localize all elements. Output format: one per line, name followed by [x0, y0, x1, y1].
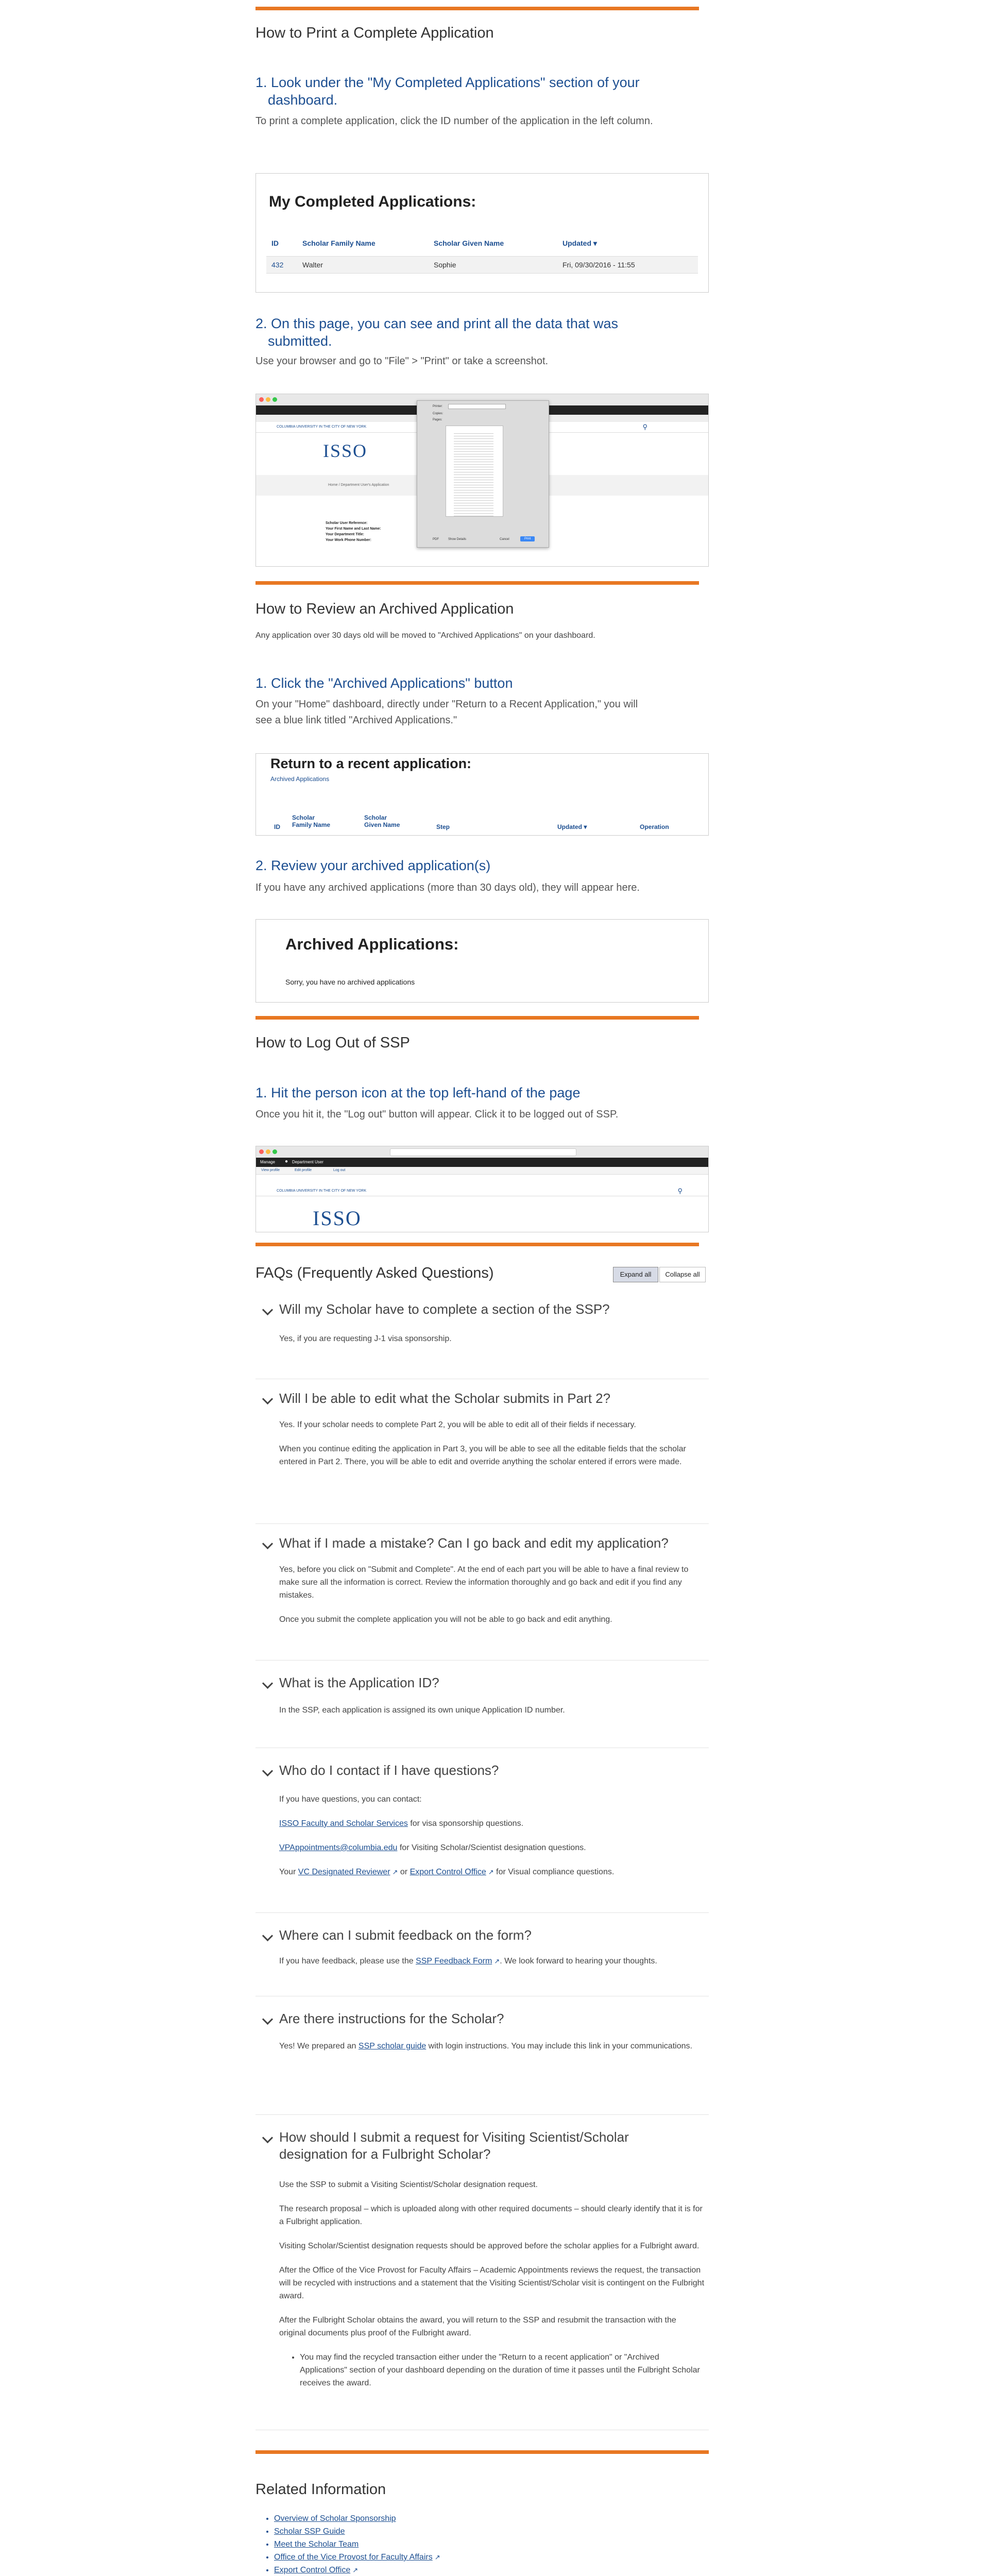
external-link-icon: ↗ — [488, 1868, 494, 1876]
isso-contact — [279, 1817, 704, 1830]
answer-paragraph: After the Fulbright Scholar obtains the award, you will return to the SSP and resubmit the transaction with the original documents plus proof of the Fulbright award. — [279, 2316, 676, 2337]
answer-paragraph: In the SSP, each application is assigned its own unique Application ID number. — [279, 1706, 565, 1715]
archived-step1-title — [255, 674, 513, 692]
isso-logo: ISSO — [323, 440, 368, 461]
collapse-all-button[interactable]: Collapse all — [659, 1267, 706, 1282]
section-divider — [255, 1016, 699, 1020]
faq-item — [255, 1379, 709, 1524]
archived-section-title: How to Review an Archived Application — [255, 601, 514, 617]
contact-text: for Visiting Scholar/Scientist designation questions. — [397, 1843, 586, 1852]
external-link-icon: ↗ — [392, 1868, 398, 1876]
printer-label: Printer: — [433, 405, 443, 408]
faq-title: FAQs (Frequently Asked Questions) — [255, 1265, 494, 1281]
step-number: 1. — [255, 75, 267, 90]
step-number: 2. — [255, 316, 267, 331]
step-number: 2. — [255, 858, 267, 873]
isso-link[interactable]: ISSO Faculty and Scholar Services — [279, 1819, 408, 1828]
export-control-link[interactable]: Export Control Office — [410, 1868, 486, 1876]
question-line: designation for a Fulbright Scholar? — [279, 2146, 491, 2162]
col-header-operation: Operation — [640, 823, 669, 831]
log-out-link[interactable]: Log out — [333, 1168, 346, 1172]
list-item — [274, 2564, 440, 2576]
step-title-line: Look under the "My Completed Applications" section of your — [271, 75, 640, 90]
user-submenu — [256, 1167, 708, 1175]
admin-bar — [256, 1158, 708, 1167]
updated-date: Fri, 09/30/2016 - 11:55 — [562, 261, 635, 269]
answer-paragraph: If you have questions, you can contact: — [279, 1795, 422, 1804]
step-title-line: Click the "Archived Applications" button — [271, 675, 513, 691]
answer-paragraph — [279, 1955, 704, 1968]
feedback-form-link[interactable]: SSP Feedback Form — [416, 1957, 492, 1965]
answer-text: If you have feedback, please use the — [279, 1957, 416, 1965]
logout-step1-title — [255, 1084, 580, 1101]
section-divider — [255, 1243, 699, 1246]
answer-paragraph — [279, 2040, 704, 2053]
contact-text: Your — [279, 1868, 298, 1876]
col-header-family: Scholar Family Name — [292, 814, 331, 828]
logout-screenshot — [255, 1146, 709, 1232]
completed-apps-heading: My Completed Applications: — [269, 193, 476, 210]
list-item — [274, 2538, 440, 2551]
archived-apps-heading: Archived Applications: — [285, 935, 459, 953]
field-label: Scholar User Reference: — [326, 521, 368, 525]
chevron-down-icon[interactable] — [262, 1930, 273, 1941]
app-id-link[interactable]: 432 — [271, 261, 284, 269]
faq-question[interactable] — [279, 2129, 629, 2163]
col-header-step: Step — [436, 823, 450, 831]
edit-profile-link[interactable]: Edit profile — [295, 1168, 312, 1172]
contact-text: or — [398, 1868, 410, 1876]
faq-item — [255, 1996, 709, 2115]
print-step2-body: Use your browser and go to "File" > "Print" or take a screenshot. — [255, 355, 549, 367]
faq-question[interactable]: Where can I submit feedback on the form? — [279, 1927, 532, 1943]
section-divider — [255, 581, 699, 585]
department-user-menu[interactable]: Department User — [292, 1160, 323, 1164]
faq-item — [255, 1660, 709, 1748]
faq-question[interactable]: Who do I contact if I have questions? — [279, 1762, 499, 1778]
archived-applications-link[interactable]: Archived Applications — [270, 775, 330, 783]
faq-item — [255, 1748, 709, 1913]
completed-applications-screenshot — [255, 173, 709, 293]
faq-answer — [279, 1563, 704, 1637]
printer-select[interactable] — [448, 404, 506, 409]
faq-answer — [279, 2178, 704, 2389]
faq-question[interactable]: Will I be able to edit what the Scholar submits in Part 2? — [279, 1391, 611, 1406]
faq-item — [255, 1912, 709, 1996]
scholar-guide-link[interactable]: SSP scholar guide — [358, 2042, 427, 2050]
archived-step1-body — [255, 697, 638, 728]
related-title: Related Information — [255, 2481, 386, 2498]
contact-text: for visa sponsorship questions. — [407, 1819, 524, 1828]
given-name: Sophie — [434, 261, 456, 269]
faq-item — [255, 1291, 709, 1379]
col-header-updated[interactable]: Updated ▾ — [562, 239, 597, 247]
family-name: Walter — [302, 261, 323, 269]
print-button[interactable]: Print — [520, 536, 535, 541]
faq-question[interactable]: Are there instructions for the Scholar? — [279, 2011, 504, 2026]
section-divider — [255, 7, 699, 10]
col-header-given: Scholar Given Name — [434, 239, 504, 247]
list-item — [274, 2512, 440, 2525]
expand-all-button[interactable]: Expand all — [613, 1267, 658, 1282]
no-archived-message: Sorry, you have no archived applications — [285, 978, 415, 986]
col-header-id: ID — [274, 823, 280, 831]
step-title-line: Hit the person icon at the top left-hand of the page — [271, 1085, 581, 1100]
breadcrumb: Home / Department User's Application — [256, 475, 708, 496]
print-preview — [446, 426, 503, 517]
chevron-down-icon[interactable] — [262, 1394, 273, 1404]
faq-answer — [279, 1332, 704, 1357]
answer-text: . We look forward to hearing your thoughts. — [500, 1957, 657, 1965]
external-link-icon: ↗ — [434, 2553, 440, 2561]
faq-answer — [279, 2040, 704, 2064]
chevron-down-icon[interactable] — [262, 1538, 273, 1549]
answer-paragraph: Yes. If your scholar needs to complete Part 2, you will be able to edit all of their fields if necessary. — [279, 1420, 636, 1429]
faq-answer — [279, 1955, 704, 1979]
col-header-given: Scholar Given Name — [364, 814, 400, 828]
related-link[interactable]: Meet the Scholar Team — [274, 2540, 359, 2549]
related-link[interactable]: Export Control Office — [274, 2566, 351, 2574]
archived-step2-title — [255, 857, 490, 874]
related-link[interactable]: Office of the Vice Provost for Faculty Affairs — [274, 2553, 433, 2562]
related-link[interactable]: Overview of Scholar Sponsorship — [274, 2514, 396, 2523]
print-dialog-screenshot — [255, 394, 709, 567]
question-line: How should I submit a request for Visiting Scientist/Scholar — [279, 2129, 629, 2145]
pages-label: Pages: — [433, 418, 442, 421]
university-name: COLUMBIA UNIVERSITY IN THE CITY OF NEW YORK — [277, 1189, 367, 1193]
table-row — [266, 256, 698, 274]
answer-bullet: • You may find the recycled transaction either under the "Return to a recent application" or "Archived Applications" section of your dashboard depending on the duration of time it passes until the Fulbright Scholar receives the award. — [300, 2351, 704, 2389]
visual-contact — [279, 1866, 704, 1878]
vc-reviewer-link[interactable]: VC Designated Reviewer — [298, 1868, 390, 1876]
faq-answer — [279, 1704, 704, 1728]
contact-text: for Visual compliance questions. — [493, 1868, 615, 1876]
section-divider — [255, 2450, 709, 2454]
answer-paragraph: Once you submit the complete application you will not be able to go back and edit anything. — [279, 1615, 612, 1624]
archived-applications-screenshot — [255, 919, 709, 1003]
answer-paragraph: The research proposal – which is uploaded along with other required documents – should clearly identify that it is for a Fulbright application. — [279, 2205, 703, 2226]
col-header-id: ID — [271, 239, 279, 247]
address-bar[interactable] — [390, 1148, 576, 1156]
search-icon[interactable]: ⚲ — [677, 1187, 683, 1195]
print-step2-title — [255, 315, 618, 350]
related-links — [258, 2512, 440, 2576]
answer-paragraph: Yes, if you are requesting J-1 visa sponsorship. — [279, 1334, 452, 1343]
search-icon[interactable]: ⚲ — [642, 423, 647, 431]
faq-item — [255, 1523, 709, 1660]
archived-intro: Any application over 30 days old will be moved to "Archived Applications" on your dashboard. — [255, 631, 595, 640]
pdf-button[interactable]: PDF — [433, 538, 439, 541]
print-dialog — [417, 400, 549, 548]
show-details-button[interactable]: Show Details — [448, 538, 467, 541]
logout-step1-body: Once you hit it, the "Log out" button will appear. Click it to be logged out of SSP. — [255, 1109, 619, 1120]
answer-paragraph: Yes, before you click on "Submit and Complete". At the end of each part you will be able to have a final review to make sure all the information is correct. Review the information thoroughly and go back and edit if you find any mistakes. — [279, 1565, 689, 1600]
external-link-icon: ↗ — [352, 2566, 359, 2574]
body-line: see a blue link titled "Archived Applications." — [255, 715, 457, 726]
related-link[interactable]: Scholar SSP Guide — [274, 2527, 345, 2536]
faq-answer — [279, 1418, 704, 1480]
step-title-line: On this page, you can see and print all the data that was — [271, 316, 618, 331]
recent-apps-heading: Return to a recent application: — [270, 756, 472, 771]
field-label: Your Department Title: — [326, 533, 364, 536]
body-line: On your "Home" dashboard, directly under "Return to a Recent Application," you will — [255, 699, 638, 710]
faq-question[interactable]: What if I made a mistake? Can I go back and edit my application? — [279, 1535, 669, 1551]
step-title-line: Review your archived application(s) — [271, 858, 491, 873]
chevron-down-icon[interactable] — [262, 2014, 273, 2025]
archived-step2-body: If you have any archived applications (more than 30 days old), they will appear here. — [255, 882, 640, 893]
answer-text: with login instructions. You may include this link in your communications. — [426, 2042, 692, 2050]
site-header — [256, 1187, 708, 1196]
chevron-down-icon[interactable] — [262, 2132, 273, 2143]
field-label: Your Work Phone Number: — [326, 538, 371, 542]
list-item — [274, 2551, 440, 2564]
print-section-title: How to Print a Complete Application — [255, 25, 494, 41]
faq-answer — [279, 1793, 704, 1890]
field-label: Your First Name and Last Name: — [326, 527, 381, 531]
answer-paragraph: Visiting Scholar/Scientist designation requests should be approved before the scholar applies for a Fulbright award. — [279, 2242, 700, 2250]
vpa-email-link[interactable]: VPAppointments@columbia.edu — [279, 1843, 398, 1852]
logout-section-title: How to Log Out of SSP — [255, 1035, 410, 1051]
faq-question[interactable]: Will my Scholar have to complete a section of the SSP? — [279, 1301, 610, 1317]
isso-logo: ISSO — [313, 1207, 362, 1230]
browser-toolbar — [256, 1146, 708, 1158]
step-title-line: submitted. — [268, 333, 332, 349]
col-header-updated[interactable]: Updated ▾ — [557, 823, 587, 831]
manage-menu[interactable]: Manage — [260, 1160, 275, 1164]
answer-paragraph: After the Office of the Vice Provost for Faculty Affairs – Academic Appointments reviews the request, the transaction will be recycled with instructions and a statement that the Visiting Scientist/Scholar visit is contingent on the Fulbright award. — [279, 2266, 705, 2300]
chevron-down-icon[interactable] — [262, 1304, 273, 1315]
field-list — [326, 520, 381, 543]
answer-paragraph: When you continue editing the application in Part 3, you will be able to see all the editable fields that the scholar entered in Part 2. There, you will be able to edit and override anything the scholar entered if errors were made. — [279, 1445, 686, 1466]
faq-item — [255, 2114, 709, 2430]
answer-text: Yes! We prepared an — [279, 2042, 359, 2050]
step-title-line: dashboard. — [268, 92, 338, 108]
recent-applications-screenshot — [255, 753, 709, 836]
print-step1-body: To print a complete application, click the ID number of the application in the left column. — [255, 115, 653, 127]
copies-label: Copies: — [433, 412, 444, 415]
person-icon[interactable]: ● — [285, 1159, 288, 1164]
answer-bullets — [279, 2351, 704, 2389]
chevron-down-icon[interactable] — [262, 1678, 273, 1689]
view-profile-link[interactable]: View profile — [261, 1168, 280, 1172]
cancel-button[interactable]: Cancel — [500, 538, 509, 541]
step-number: 1. — [255, 675, 267, 691]
answer-paragraph: Use the SSP to submit a Visiting Scientist/Scholar designation request. — [279, 2180, 538, 2189]
col-header-family: Scholar Family Name — [302, 239, 376, 247]
university-name: COLUMBIA UNIVERSITY IN THE CITY OF NEW YORK — [277, 425, 367, 429]
faq-question[interactable]: What is the Application ID? — [279, 1675, 439, 1690]
chevron-down-icon[interactable] — [262, 1766, 273, 1776]
list-item — [274, 2525, 440, 2538]
vpa-contact — [279, 1841, 704, 1854]
external-link-icon: ↗ — [494, 1957, 500, 1965]
print-step1-title — [255, 74, 640, 109]
step-number: 1. — [255, 1085, 267, 1100]
